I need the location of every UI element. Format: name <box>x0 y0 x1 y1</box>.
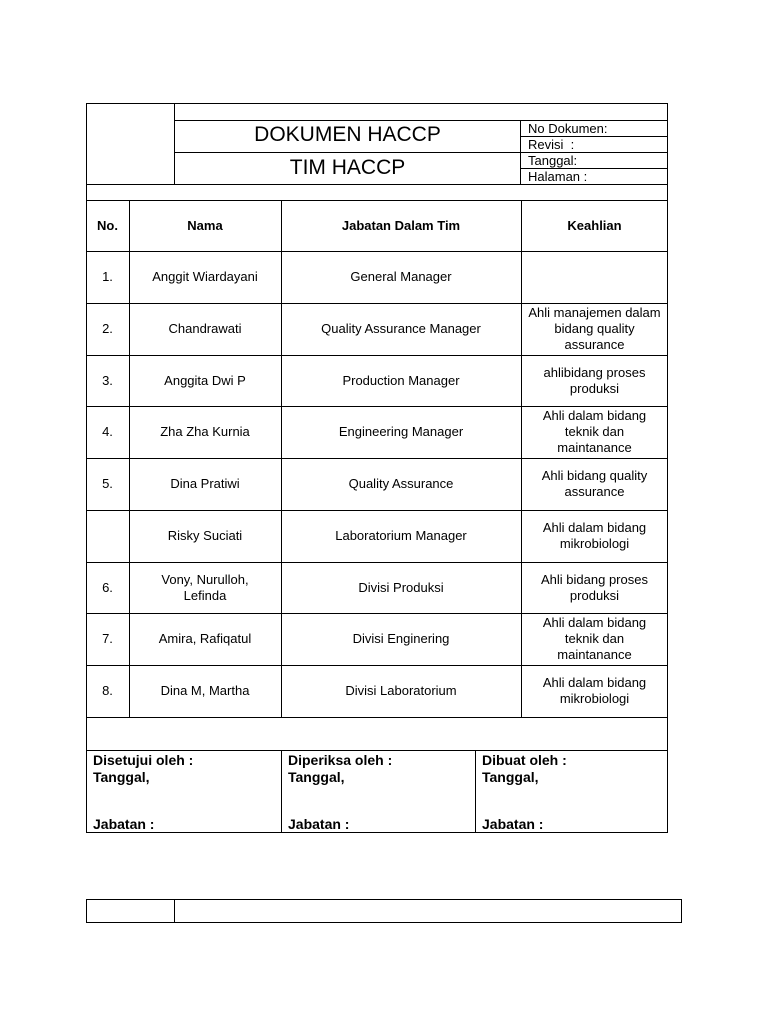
signature-divider-1 <box>281 750 282 833</box>
meta-tanggal: Tanggal: <box>528 153 578 168</box>
signature-top-line <box>86 750 668 751</box>
table-cell-no: 1. <box>102 269 113 284</box>
table-cell-keahlian: Ahli dalam bidang mikrobiologi <box>542 675 647 706</box>
table-cell-no: 7. <box>102 631 113 646</box>
header-line-bottom <box>86 184 668 185</box>
signature-made-label: Dibuat oleh : <box>482 752 567 768</box>
table-cell-keahlian: Ahli dalam bidang teknik dan maintanance <box>542 408 647 455</box>
table-cell-jabatan: Laboratorium Manager <box>335 528 467 543</box>
table-cell-jabatan: Divisi Laboratorium <box>345 683 457 698</box>
table-cell-nama: Risky Suciati <box>167 528 243 543</box>
table-cell-no <box>86 510 129 562</box>
table-cell-jabatan: Engineering Manager <box>338 424 464 439</box>
table-cell-keahlian <box>521 251 668 303</box>
table-cell-keahlian: Ahli bidang quality assurance <box>541 468 648 499</box>
table-cell-no: 5. <box>102 476 113 491</box>
table-cell-jabatan: Quality Assurance Manager <box>321 321 481 336</box>
signature-checked-date: Tanggal, <box>288 769 345 785</box>
table-cell-nama: Amira, Rafiqatul <box>158 631 252 646</box>
table-cell-nama: Dina M, Martha <box>160 683 250 698</box>
signature-approved-date: Tanggal, <box>93 769 150 785</box>
footer-box-divider <box>174 899 175 923</box>
signature-approved-label: Disetujui oleh : <box>93 752 194 768</box>
header-line-mid <box>174 152 521 153</box>
col-header-no: No. <box>97 217 118 233</box>
table-cell-nama: Chandrawati <box>168 321 242 336</box>
row-line <box>86 717 668 718</box>
table-cell-nama: Zha Zha Kurnia <box>160 424 250 439</box>
signature-approved-position: Jabatan : <box>93 816 155 832</box>
table-cell-jabatan: Divisi Enginering <box>352 631 450 646</box>
table-cell-keahlian: Ahli bidang proses produksi <box>541 571 648 603</box>
table-cell-nama: Anggit Wiardayani <box>152 269 258 284</box>
table-cell-no: 8. <box>102 683 113 698</box>
table-cell-no: 3. <box>102 372 113 388</box>
table-cell-nama: Vony, Nurulloh, Lefinda <box>161 571 249 603</box>
col-header-nama: Nama <box>187 217 223 233</box>
col-header-keahlian: Keahlian <box>567 217 622 233</box>
meta-halaman: Halaman : <box>528 169 588 184</box>
table-cell-keahlian: Ahli manajemen dalam bidang quality assurance <box>528 305 661 352</box>
document-subtitle: TIM HACCP <box>289 156 406 179</box>
table-cell-no: 6. <box>102 579 113 595</box>
signature-checked-label: Diperiksa oleh : <box>288 752 393 768</box>
meta-no-dokumen: No Dokumen: <box>528 121 608 136</box>
col-header-jabatan: Jabatan Dalam Tim <box>341 217 461 233</box>
table-cell-keahlian: ahlibidang proses produksi <box>543 364 646 396</box>
document-title: DOKUMEN HACCP <box>254 123 441 146</box>
signature-made-date: Tanggal, <box>482 769 539 785</box>
table-cell-keahlian: Ahli dalam bidang mikrobiologi <box>542 520 647 551</box>
signature-divider-2 <box>475 750 476 833</box>
signature-checked-position: Jabatan : <box>288 816 350 832</box>
footer-box <box>86 899 682 923</box>
table-cell-jabatan: Production Manager <box>342 372 460 388</box>
table-cell-jabatan: General Manager <box>350 269 452 284</box>
table-cell-jabatan: Quality Assurance <box>348 476 454 491</box>
signature-made-position: Jabatan : <box>482 816 544 832</box>
meta-revisi: Revisi : <box>528 137 575 152</box>
table-cell-keahlian: Ahli dalam bidang teknik dan maintanance <box>542 615 647 662</box>
table-cell-nama: Dina Pratiwi <box>170 476 240 491</box>
table-cell-jabatan: Divisi Produksi <box>358 579 444 595</box>
table-cell-nama: Anggita Dwi P <box>164 372 246 388</box>
table-cell-no: 2. <box>102 321 113 336</box>
table-cell-no: 4. <box>102 424 113 439</box>
